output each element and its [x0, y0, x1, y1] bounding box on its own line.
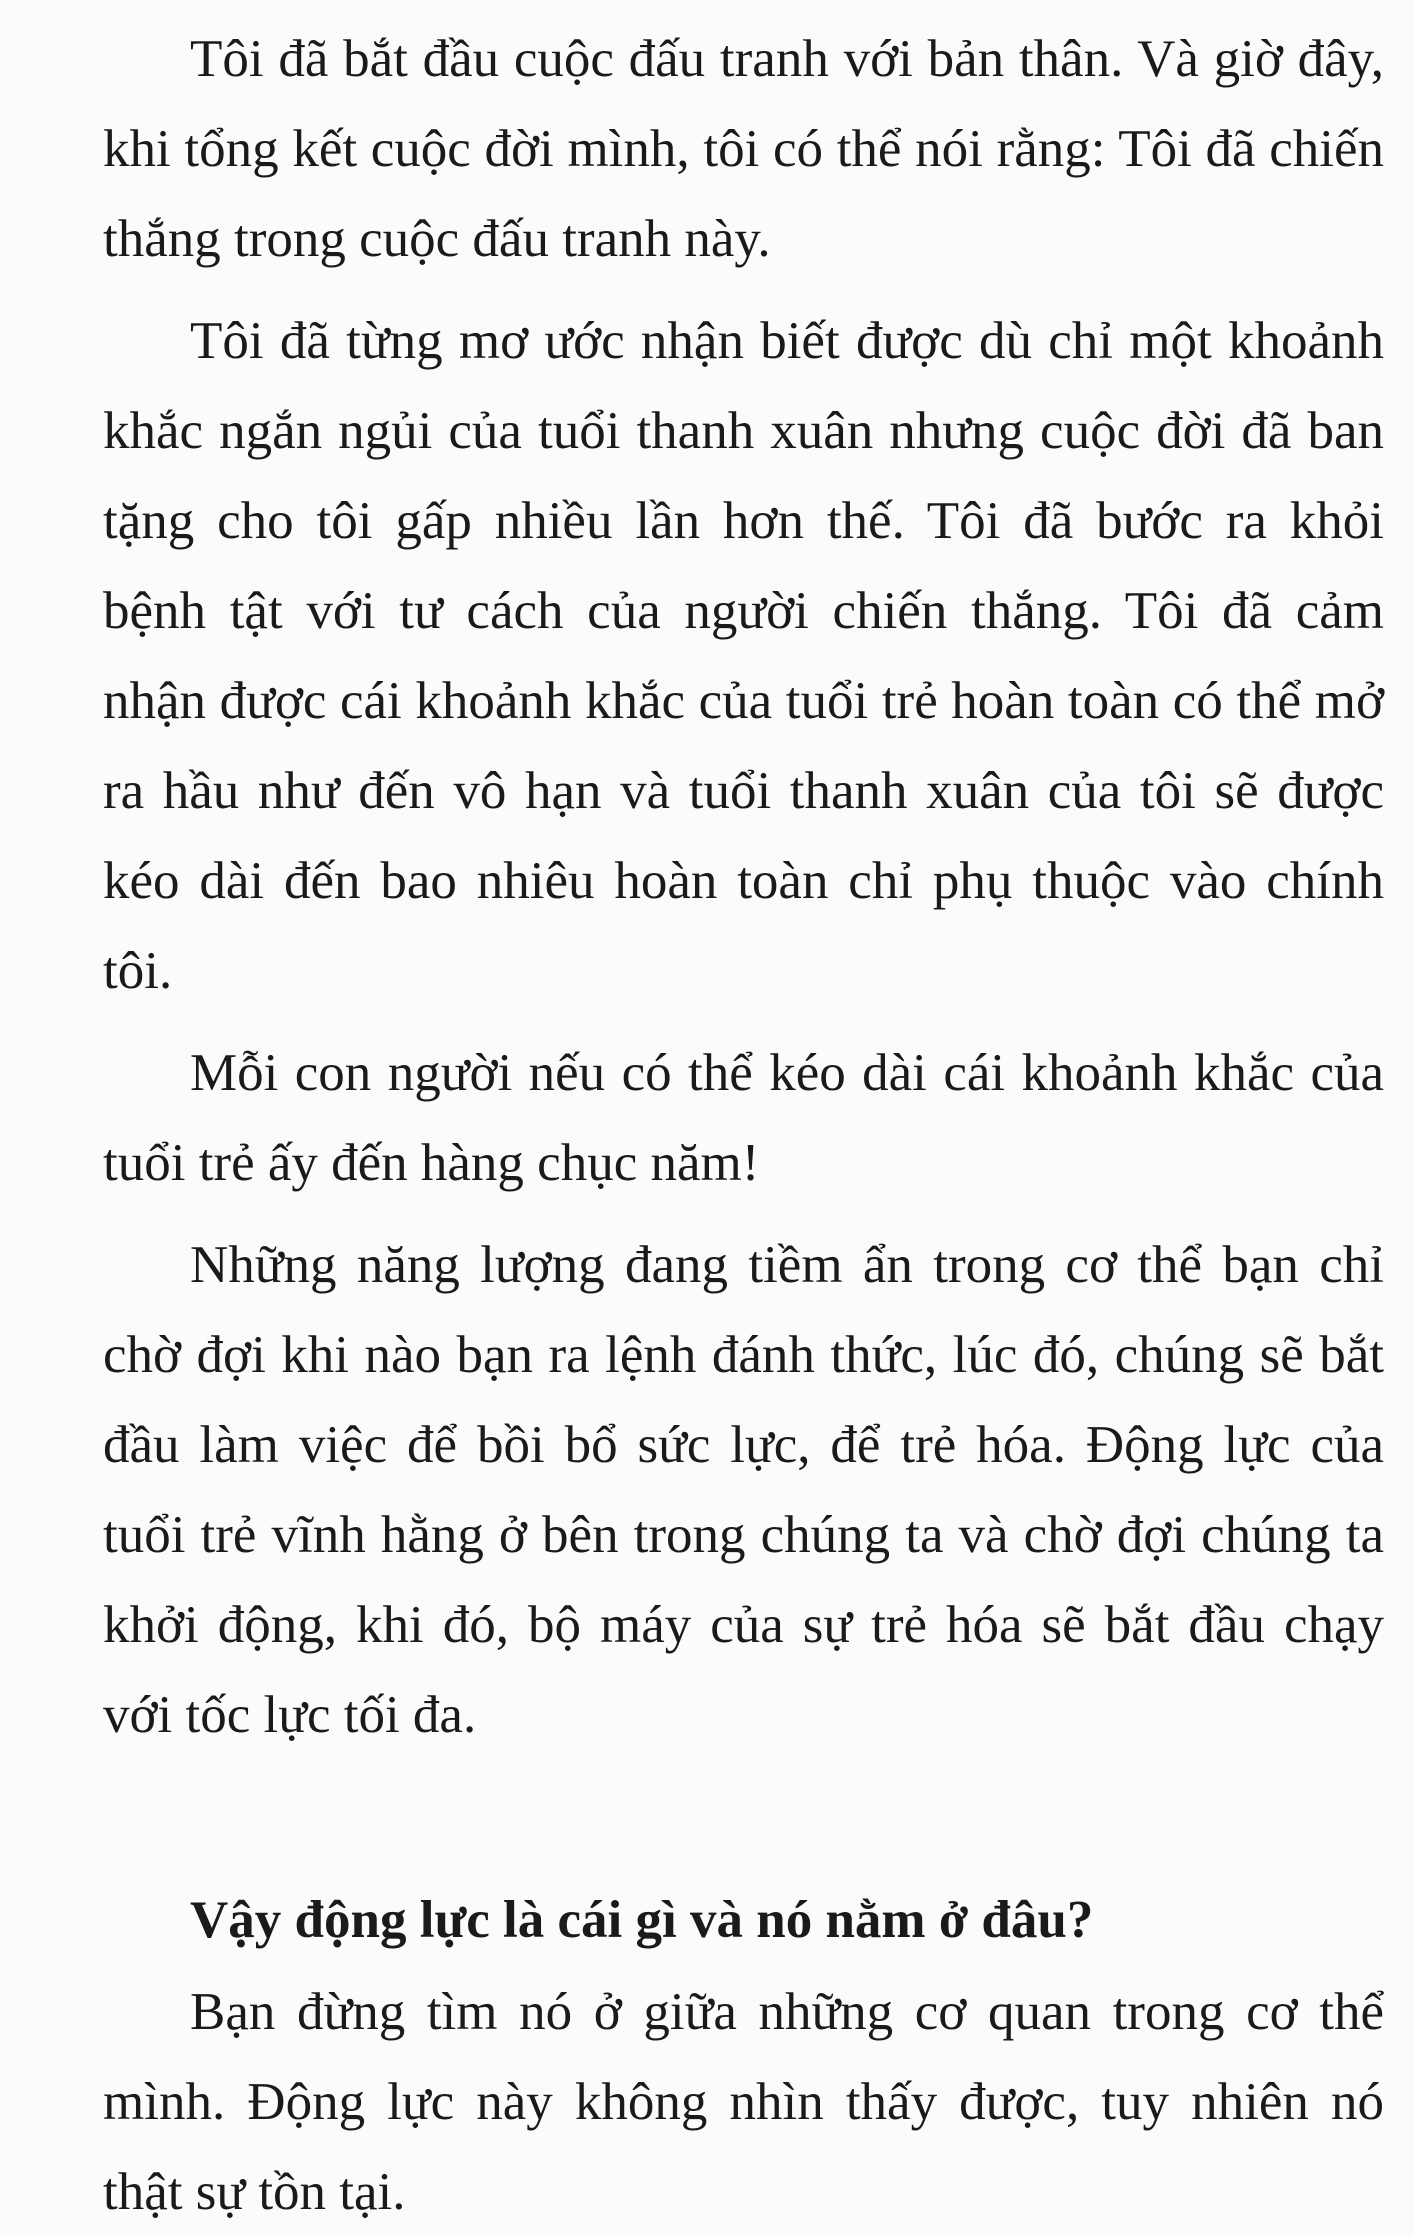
paragraph-youth-dream: Tôi đã từng mơ ước nhận biết được dù chỉ một khoảnh khắc ngắn ngủi của tuổi thanh xuân nhưng cuộc đời đã ban tặng cho tôi gấp nhiều lần hơn thế. Tôi đã bước ra khỏi bệnh tật với tư cách của người chiến thắng. Tôi đã cảm nhận được cái khoảnh khắc của tuổi trẻ hoàn toàn có thể mở ra hầu như đến vô hạn và tuổi thanh xuân của tôi sẽ được kéo dài đến bao nhiêu hoàn toàn chỉ phụ thuộc vào chính tôi. [103, 312, 1384, 1000]
paragraph-struggle: Tôi đã bắt đầu cuộc đấu tranh với bản thân. Và giờ đây, khi tổng kết cuộc đời mình, tôi có thể nói rằng: Tôi đã chiến thắng trong cuộc đấu tranh này. [103, 30, 1384, 268]
section-heading: Vậy động lực là cái gì và nó nằm ở đâu? [190, 1891, 1094, 1949]
paragraph-invisible-drive: Bạn đừng tìm nó ở giữa những cơ quan trong cơ thể mình. Động lực này không nhìn thấy được, tuy nhiên nó thật sự tồn tại. [103, 1983, 1384, 2221]
paragraph-prolong-youth: Mỗi con người nếu có thể kéo dài cái khoảnh khắc của tuổi trẻ ấy đến hàng chục năm! [103, 1044, 1384, 1192]
paragraph-hidden-energy: Những năng lượng đang tiềm ẩn trong cơ thể bạn chỉ chờ đợi khi nào bạn ra lệnh đánh thức, lúc đó, chúng sẽ bắt đầu làm việc để bồi bổ sức lực, để trẻ hóa. Động lực của tuổi trẻ vĩnh hằng ở bên trong chúng ta và chờ đợi chúng ta khởi động, khi đó, bộ máy của sự trẻ hóa sẽ bắt đầu chạy với tốc lực tối đa. [103, 1236, 1384, 1744]
